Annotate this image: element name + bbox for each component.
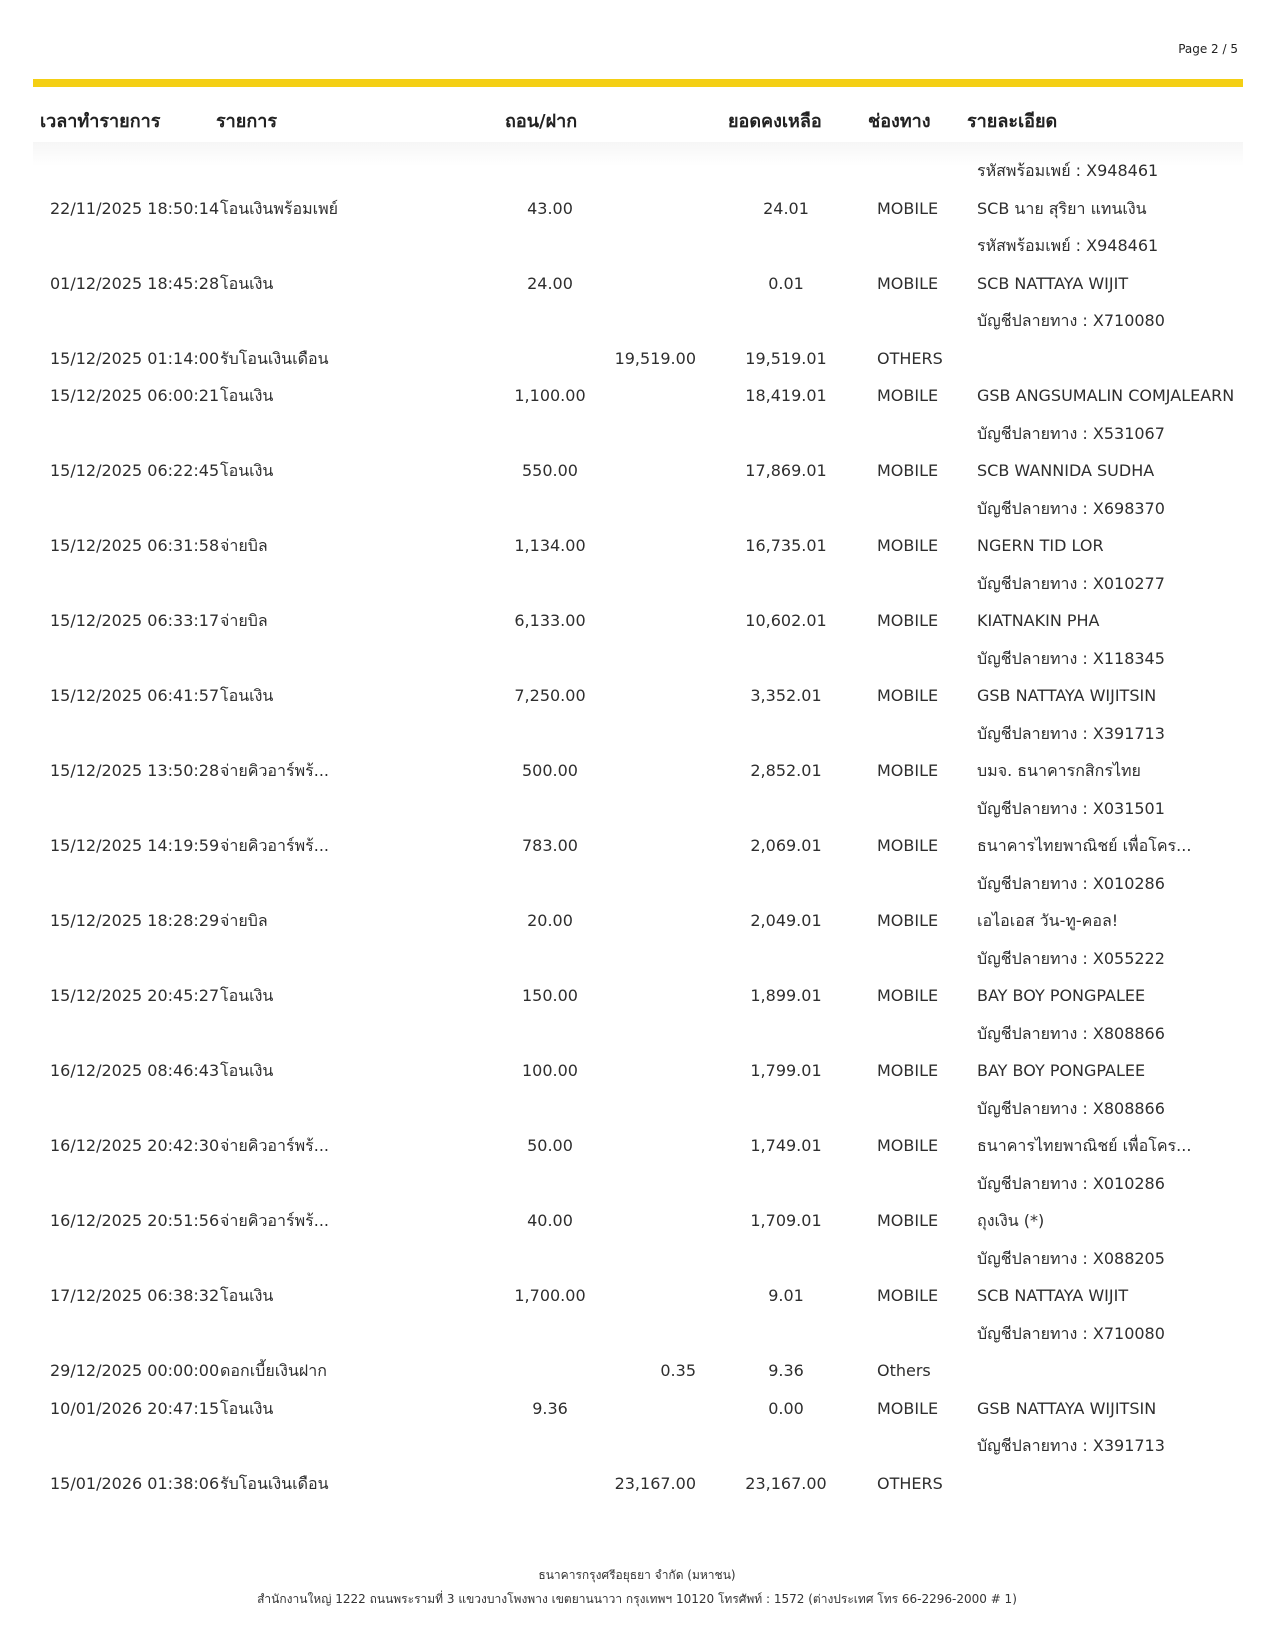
transaction-detail: ธนาคารไทยพาณิชย์ เพื่อโคร... bbox=[977, 836, 1192, 855]
transaction-time: 15/12/2025 20:45:27 bbox=[50, 986, 220, 1005]
transaction-detail: รหัสพร้อมเพย์ : X948461 bbox=[977, 236, 1159, 255]
transaction-time: 15/12/2025 06:41:57 bbox=[50, 686, 220, 705]
transaction-description: โอนเงิน bbox=[220, 273, 274, 293]
channel: MOBILE bbox=[877, 986, 939, 1005]
transaction-detail: บมจ. ธนาคารกสิกรไทย bbox=[977, 761, 1141, 780]
withdraw-amount: 1,700.00 bbox=[514, 1286, 586, 1305]
channel: MOBILE bbox=[877, 273, 939, 293]
header-description: รายการ bbox=[216, 111, 277, 132]
withdraw-amount: 20.00 bbox=[527, 911, 573, 930]
table-row bbox=[0, 977, 1274, 1015]
withdraw-amount: 7,250.00 bbox=[514, 686, 586, 705]
table-row bbox=[0, 790, 1274, 828]
balance-amount: 1,899.01 bbox=[750, 986, 822, 1005]
deposit-amount: 19,519.00 bbox=[614, 348, 696, 368]
channel: MOBILE bbox=[877, 1398, 939, 1418]
transaction-description: โอนเงินพร้อมเพย์ bbox=[220, 198, 339, 218]
table-row bbox=[0, 152, 1274, 190]
withdraw-amount: 40.00 bbox=[527, 1211, 573, 1230]
balance-amount: 2,069.01 bbox=[750, 836, 822, 855]
withdraw-amount: 783.00 bbox=[522, 836, 578, 855]
transaction-detail: ธนาคารไทยพาณิชย์ เพื่อโคร... bbox=[977, 1136, 1192, 1155]
table-row bbox=[0, 677, 1274, 715]
transaction-detail: บัญชีปลายทาง : X808866 bbox=[977, 1098, 1165, 1118]
channel: MOBILE bbox=[877, 536, 939, 555]
footer-address: สำนักงานใหญ่ 1222 ถนนพระรามที่ 3 แขวงบางโพงพาง เขตยานนาวา กรุงเทพฯ 10120 โทรศัพท์ : 1572 (ต่างประเทศ โทร 66-2296-2000 # 1) bbox=[257, 1592, 1017, 1606]
transaction-detail: บัญชีปลายทาง : X118345 bbox=[977, 648, 1165, 668]
table-row bbox=[0, 1240, 1274, 1278]
table-row bbox=[0, 1315, 1274, 1353]
transaction-description: จ่ายคิวอาร์พร้... bbox=[220, 1136, 330, 1155]
channel: OTHERS bbox=[877, 1473, 943, 1493]
table-row bbox=[0, 1352, 1274, 1390]
withdraw-amount: 6,133.00 bbox=[514, 611, 586, 630]
table-row bbox=[0, 1277, 1274, 1315]
transaction-description: โอนเงิน bbox=[220, 986, 274, 1005]
withdraw-amount: 43.00 bbox=[527, 198, 573, 218]
table-row bbox=[0, 265, 1274, 303]
transaction-detail: บัญชีปลายทาง : X808866 bbox=[977, 1023, 1165, 1043]
table-row bbox=[0, 302, 1274, 340]
balance-amount: 24.01 bbox=[763, 198, 809, 218]
header-details: รายละเอียด bbox=[967, 111, 1058, 132]
transaction-time: 15/12/2025 06:22:45 bbox=[50, 461, 220, 480]
transaction-description: โอนเงิน bbox=[220, 386, 274, 405]
transaction-time: 15/12/2025 18:28:29 bbox=[50, 911, 220, 930]
withdraw-amount: 50.00 bbox=[527, 1136, 573, 1155]
table-row bbox=[0, 1127, 1274, 1165]
table-row bbox=[0, 602, 1274, 640]
withdraw-amount: 500.00 bbox=[522, 761, 578, 780]
transaction-time: 10/01/2026 20:47:15 bbox=[50, 1398, 220, 1418]
table-row bbox=[0, 1427, 1274, 1465]
transaction-time: 16/12/2025 08:46:43 bbox=[50, 1061, 220, 1080]
transaction-detail: บัญชีปลายทาง : X531067 bbox=[977, 423, 1165, 443]
table-row bbox=[0, 1052, 1274, 1090]
deposit-amount: 23,167.00 bbox=[614, 1473, 696, 1493]
transaction-description: จ่ายบิล bbox=[220, 536, 268, 555]
table-row bbox=[0, 227, 1274, 265]
transaction-time: 15/12/2025 13:50:28 bbox=[50, 761, 220, 780]
transaction-detail: รหัสพร้อมเพย์ : X948461 bbox=[977, 161, 1159, 180]
balance-amount: 0.00 bbox=[768, 1398, 804, 1418]
balance-amount: 19,519.01 bbox=[745, 348, 827, 368]
transaction-detail: ถุงเงิน (*) bbox=[977, 1211, 1045, 1230]
table-row bbox=[0, 415, 1274, 453]
transaction-description: จ่ายคิวอาร์พร้... bbox=[220, 1211, 330, 1230]
table-row bbox=[0, 940, 1274, 978]
transaction-description: ดอกเบี้ยเงินฝาก bbox=[220, 1361, 327, 1380]
table-row bbox=[0, 1390, 1274, 1428]
channel: MOBILE bbox=[877, 386, 939, 405]
transaction-detail: SCB WANNIDA SUDHA bbox=[977, 461, 1155, 480]
transaction-detail: บัญชีปลายทาง : X391713 bbox=[977, 1436, 1165, 1455]
transaction-time: 15/12/2025 06:33:17 bbox=[50, 611, 220, 630]
transaction-description: จ่ายคิวอาร์พร้... bbox=[220, 761, 330, 780]
table-row bbox=[0, 490, 1274, 528]
transaction-time: 29/12/2025 00:00:00 bbox=[50, 1361, 220, 1380]
transaction-detail: บัญชีปลายทาง : X088205 bbox=[977, 1248, 1165, 1268]
transaction-time: 22/11/2025 18:50:14 bbox=[50, 198, 220, 218]
balance-amount: 23,167.00 bbox=[745, 1473, 827, 1493]
transaction-time: 15/12/2025 06:31:58 bbox=[50, 536, 220, 555]
channel: OTHERS bbox=[877, 348, 943, 368]
channel: MOBILE bbox=[877, 836, 939, 855]
transaction-detail: บัญชีปลายทาง : X010286 bbox=[977, 1173, 1165, 1193]
transaction-description: โอนเงิน bbox=[220, 1286, 274, 1305]
transaction-time: 15/12/2025 06:00:21 bbox=[50, 386, 220, 405]
transaction-detail: บัญชีปลายทาง : X391713 bbox=[977, 723, 1165, 743]
footer-bank-name: ธนาคารกรุงศรีอยุธยา จำกัด (มหาชน) bbox=[538, 1568, 736, 1582]
withdraw-amount: 24.00 bbox=[527, 273, 573, 293]
balance-amount: 10,602.01 bbox=[745, 611, 827, 630]
transaction-time: 17/12/2025 06:38:32 bbox=[50, 1286, 220, 1305]
table-header bbox=[0, 106, 1274, 136]
transaction-detail: บัญชีปลายทาง : X055222 bbox=[977, 948, 1165, 968]
withdraw-amount: 150.00 bbox=[522, 986, 578, 1005]
transaction-description: โอนเงิน bbox=[220, 1061, 274, 1080]
transaction-description: จ่ายบิล bbox=[220, 911, 268, 930]
transaction-description: รับโอนเงินเดือน bbox=[220, 348, 329, 368]
transaction-time: 16/12/2025 20:42:30 bbox=[50, 1136, 220, 1155]
table-row bbox=[0, 190, 1274, 228]
withdraw-amount: 1,100.00 bbox=[514, 386, 586, 405]
transaction-detail: GSB NATTAYA WIJITSIN bbox=[977, 1398, 1157, 1418]
transaction-detail: บัญชีปลายทาง : X710080 bbox=[977, 1323, 1165, 1343]
transaction-description: จ่ายบิล bbox=[220, 611, 268, 630]
balance-amount: 9.36 bbox=[768, 1361, 804, 1380]
balance-amount: 18,419.01 bbox=[745, 386, 827, 405]
channel: MOBILE bbox=[877, 1286, 939, 1305]
balance-amount: 9.01 bbox=[768, 1286, 804, 1305]
deposit-amount: 0.35 bbox=[660, 1361, 696, 1380]
transaction-detail: บัญชีปลายทาง : X031501 bbox=[977, 798, 1165, 818]
withdraw-amount: 100.00 bbox=[522, 1061, 578, 1080]
balance-amount: 1,709.01 bbox=[750, 1211, 822, 1230]
transaction-detail: บัญชีปลายทาง : X010286 bbox=[977, 873, 1165, 893]
table-row bbox=[0, 1165, 1274, 1203]
transaction-description: จ่ายคิวอาร์พร้... bbox=[220, 836, 330, 855]
transaction-detail: เอไอเอส วัน-ทู-คอล! bbox=[977, 911, 1119, 930]
table-row bbox=[0, 640, 1274, 678]
transaction-detail: SCB NATTAYA WIJIT bbox=[977, 273, 1129, 293]
table-row bbox=[0, 827, 1274, 865]
header-channel: ช่องทาง bbox=[868, 111, 931, 132]
transaction-table bbox=[0, 152, 1274, 1502]
transaction-description: รับโอนเงินเดือน bbox=[220, 1473, 329, 1493]
table-row bbox=[0, 1465, 1274, 1503]
table-row bbox=[0, 752, 1274, 790]
table-row bbox=[0, 902, 1274, 940]
transaction-detail: SCB นาย สุริยา แทนเงิน bbox=[977, 198, 1147, 218]
transaction-time: 15/12/2025 14:19:59 bbox=[50, 836, 220, 855]
table-row bbox=[0, 1202, 1274, 1240]
header-accent-bar bbox=[33, 79, 1243, 87]
withdraw-amount: 9.36 bbox=[532, 1398, 568, 1418]
transaction-detail: BAY BOY PONGPALEE bbox=[977, 1061, 1146, 1080]
transaction-detail: บัญชีปลายทาง : X698370 bbox=[977, 498, 1165, 518]
transaction-description: โอนเงิน bbox=[220, 461, 274, 480]
transaction-detail: บัญชีปลายทาง : X010277 bbox=[977, 573, 1165, 593]
header-time: เวลาทำรายการ bbox=[40, 111, 161, 132]
balance-amount: 1,749.01 bbox=[750, 1136, 822, 1155]
transaction-detail: GSB ANGSUMALIN COMJALEARN bbox=[977, 386, 1235, 405]
balance-amount: 3,352.01 bbox=[750, 686, 822, 705]
transaction-time: 15/12/2025 01:14:00 bbox=[50, 348, 220, 368]
channel: MOBILE bbox=[877, 761, 939, 780]
channel: Others bbox=[877, 1361, 931, 1380]
table-row bbox=[0, 340, 1274, 378]
table-row bbox=[0, 377, 1274, 415]
channel: MOBILE bbox=[877, 686, 939, 705]
balance-amount: 17,869.01 bbox=[745, 461, 827, 480]
balance-amount: 0.01 bbox=[768, 273, 804, 293]
balance-amount: 16,735.01 bbox=[745, 536, 827, 555]
table-row bbox=[0, 452, 1274, 490]
transaction-description: โอนเงิน bbox=[220, 686, 274, 705]
balance-amount: 2,852.01 bbox=[750, 761, 822, 780]
transaction-time: 01/12/2025 18:45:28 bbox=[50, 273, 220, 293]
transaction-detail: NGERN TID LOR bbox=[977, 536, 1104, 555]
channel: MOBILE bbox=[877, 198, 939, 218]
transaction-detail: BAY BOY PONGPALEE bbox=[977, 986, 1146, 1005]
header-withdraw-deposit: ถอน/ฝาก bbox=[505, 111, 578, 132]
transaction-detail: KIATNAKIN PHA bbox=[977, 611, 1100, 630]
table-row bbox=[0, 715, 1274, 753]
balance-amount: 2,049.01 bbox=[750, 911, 822, 930]
table-row bbox=[0, 565, 1274, 603]
channel: MOBILE bbox=[877, 461, 939, 480]
channel: MOBILE bbox=[877, 1136, 939, 1155]
table-row bbox=[0, 1090, 1274, 1128]
withdraw-amount: 550.00 bbox=[522, 461, 578, 480]
channel: MOBILE bbox=[877, 911, 939, 930]
channel: MOBILE bbox=[877, 611, 939, 630]
table-row bbox=[0, 1015, 1274, 1053]
withdraw-amount: 1,134.00 bbox=[514, 536, 586, 555]
channel: MOBILE bbox=[877, 1061, 939, 1080]
channel: MOBILE bbox=[877, 1211, 939, 1230]
table-row bbox=[0, 527, 1274, 565]
transaction-time: 15/01/2026 01:38:06 bbox=[50, 1473, 220, 1493]
transaction-description: โอนเงิน bbox=[220, 1398, 274, 1418]
header-balance: ยอดคงเหลือ bbox=[728, 111, 822, 132]
transaction-time: 16/12/2025 20:51:56 bbox=[50, 1211, 220, 1230]
table-row bbox=[0, 865, 1274, 903]
page-number: Page 2 / 5 bbox=[1178, 42, 1238, 56]
transaction-detail: SCB NATTAYA WIJIT bbox=[977, 1286, 1129, 1305]
transaction-detail: GSB NATTAYA WIJITSIN bbox=[977, 686, 1157, 705]
balance-amount: 1,799.01 bbox=[750, 1061, 822, 1080]
transaction-detail: บัญชีปลายทาง : X710080 bbox=[977, 311, 1165, 330]
